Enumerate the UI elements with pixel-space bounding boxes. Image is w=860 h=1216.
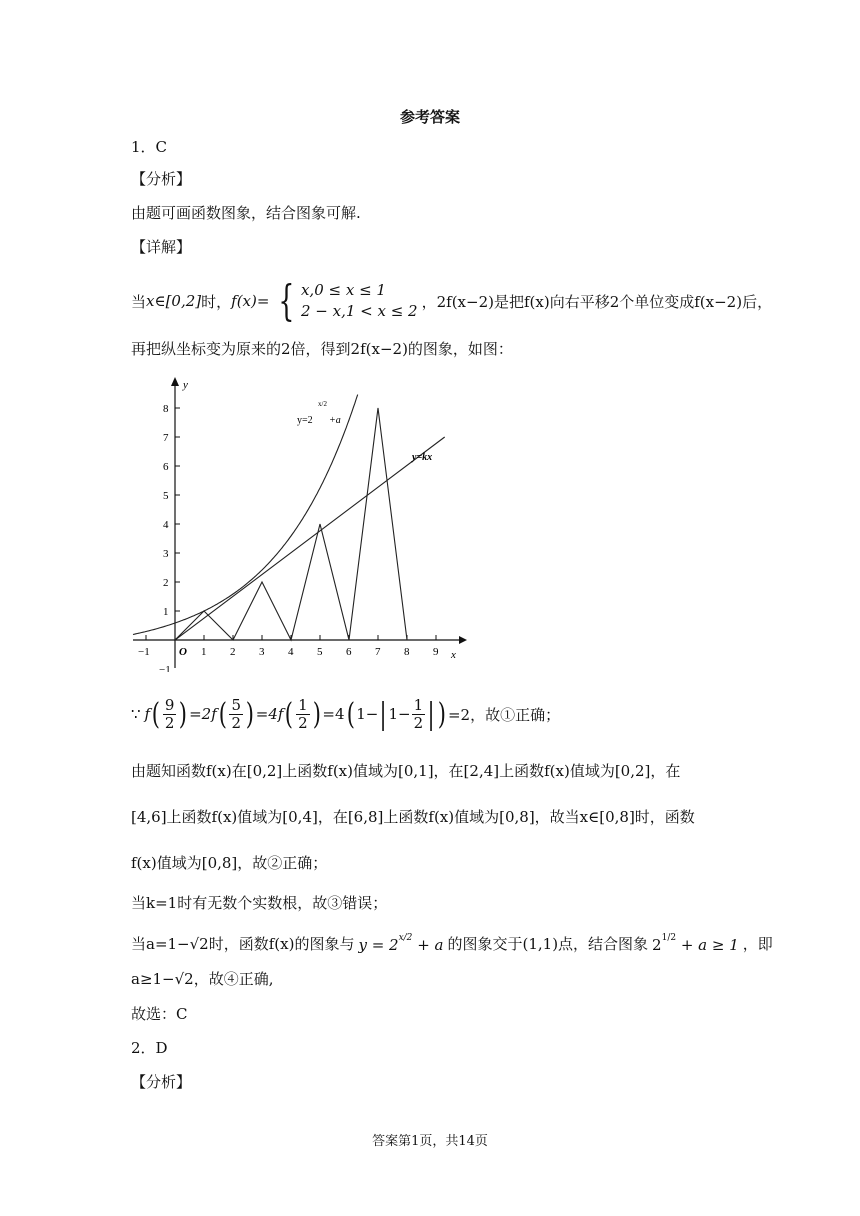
p5-eq2 <box>652 933 739 954</box>
x-tick-label: 4 <box>288 646 294 658</box>
x-axis-label: x <box>451 649 456 661</box>
curve-label-tail: +a <box>329 415 341 426</box>
eq-f: f <box>144 705 151 723</box>
eq-frac-1-2-b: $\frac{1}{2}$ <box>413 695 424 732</box>
curve-label-exp: x/2 <box>318 400 327 408</box>
x-tick-label: −1 <box>138 646 150 658</box>
page-footer: 答案第1页，共14页 <box>372 1134 488 1149</box>
case-2: 2 − x,1 < x ≤ 2 <box>300 302 418 320</box>
q1-paragraph-6: a≥1−√2，故④正确, <box>131 970 274 988</box>
q1-paragraph-3: f(x)值域为[0,8]，故②正确； <box>131 854 328 872</box>
x-tick-label: 6 <box>346 646 352 658</box>
q1-final-choice: 故选：C <box>131 1005 188 1023</box>
q2-analysis-heading: 【分析】 <box>131 1073 192 1091</box>
line-label: y=kx <box>412 452 433 463</box>
zigzag-function-line <box>175 408 407 640</box>
p5-eq2-exp: 1/2 <box>661 932 677 943</box>
function-graph <box>131 372 471 672</box>
eq-frac-1-2: $\frac{1}{2}$ <box>298 695 308 732</box>
y-axis-label: y <box>183 379 188 391</box>
p5-a: 当a=1−√2时，函数f(x)的图象与 <box>131 934 355 953</box>
case-1: x,0 ≤ x ≤ 1 <box>300 281 386 299</box>
y-tick-label: −1 <box>159 664 171 672</box>
x-tick-label: 9 <box>433 646 439 658</box>
p5-b: 的图象交于(1,1)点，结合图象 <box>447 934 649 953</box>
line1-c: ，2f(x−2)是把f(x)向右平移2个单位变成f(x−2)后， <box>421 292 773 311</box>
x-axis-arrow <box>459 636 467 644</box>
q1-paragraph-5 <box>131 926 773 960</box>
eq-frac-5-2: $\frac{5}{2}$ <box>231 695 242 732</box>
eq-mid1: =2f <box>189 705 217 723</box>
eq-mid3: =4 <box>322 705 345 723</box>
line1-fx: f(x)= <box>231 292 270 310</box>
eq-inner2: 1− <box>388 705 411 723</box>
left-brace: { <box>278 276 295 325</box>
y-tick-label: 1 <box>163 606 169 618</box>
curve-label-base: y=2 <box>297 415 313 426</box>
q1-detail-line1 <box>131 276 772 326</box>
kx-line <box>175 437 445 640</box>
x-tick-label: 8 <box>404 646 410 658</box>
p5-eq2-base: 2 <box>652 935 662 954</box>
y-tick-label: 4 <box>163 519 169 531</box>
line1-cond: x∈[0,2] <box>146 292 202 310</box>
origin-label: O <box>179 646 187 658</box>
eq-end: =2，故①正确； <box>447 705 561 724</box>
x-tick-label: 2 <box>230 646 236 658</box>
p5-eq-exp: x/2 <box>398 932 413 943</box>
y-tick-label: 2 <box>163 577 169 589</box>
x-tick-label: 3 <box>259 646 265 658</box>
q1-paragraph-4: 当k=1时有无数个实数根，故③错误； <box>131 894 388 912</box>
page-title: 参考答案 <box>399 108 460 126</box>
eq-frac-9-2: $\frac{9}{2}$ <box>164 695 175 732</box>
y-tick-label: 6 <box>163 461 169 473</box>
q1-equation: ∵ f ( $\frac{9}{2}$ ) =2f ( $\frac{5}{2}$ ) =4f ( $\frac{1}{2}$ ) =4 ( 1− | 1− $\frac{1}{2}$ | ) =2，故①正确； <box>131 695 561 732</box>
y-tick-label: 3 <box>163 548 169 560</box>
eq-mid2: =4f <box>255 705 284 723</box>
y-tick-label: 5 <box>163 490 169 502</box>
line1-b: 时， <box>201 292 232 311</box>
p5-eq-base: y = 2 <box>358 935 399 954</box>
p5-eq2-tail: + a ≥ 1 <box>676 935 739 954</box>
piecewise-cases <box>273 276 418 325</box>
q1-answer: 1．C <box>131 138 168 156</box>
q1-paragraph-1: 由题知函数f(x)在[0,2]上函数f(x)值域为[0,1]，在[2,4]上函数f(x)值域为[0,2]，在 <box>131 762 681 780</box>
p5-eq <box>358 933 443 954</box>
eq-inner: 1− <box>356 705 379 723</box>
x-tick-label: 7 <box>375 646 381 658</box>
x-tick-label: 1 <box>201 646 207 658</box>
q2-answer: 2．D <box>131 1039 168 1057</box>
p5-eq-tail: + a <box>412 935 444 954</box>
q1-detail-line2: 再把纵坐标变为原来的2倍，得到2f(x−2)的图象，如图： <box>131 340 513 358</box>
q1-detail-heading: 【详解】 <box>131 238 192 256</box>
x-tick-label: 5 <box>317 646 323 658</box>
y-tick-label: 8 <box>163 403 169 415</box>
q1-analysis-heading: 【分析】 <box>131 170 192 188</box>
p5-c: ，即 <box>742 934 773 953</box>
y-tick-label: 7 <box>163 432 169 444</box>
y-axis-arrow <box>171 377 179 386</box>
exponential-curve <box>133 395 358 635</box>
because-symbol: ∵ <box>131 705 141 723</box>
q1-analysis-text: 由题可画函数图象，结合图象可解. <box>131 204 361 222</box>
line1-a: 当 <box>131 292 147 311</box>
q1-paragraph-2: [4,6]上函数f(x)值域为[0,4]，在[6,8]上函数f(x)值域为[0,8]，故当x∈[0,8]时，函数 <box>131 808 695 826</box>
